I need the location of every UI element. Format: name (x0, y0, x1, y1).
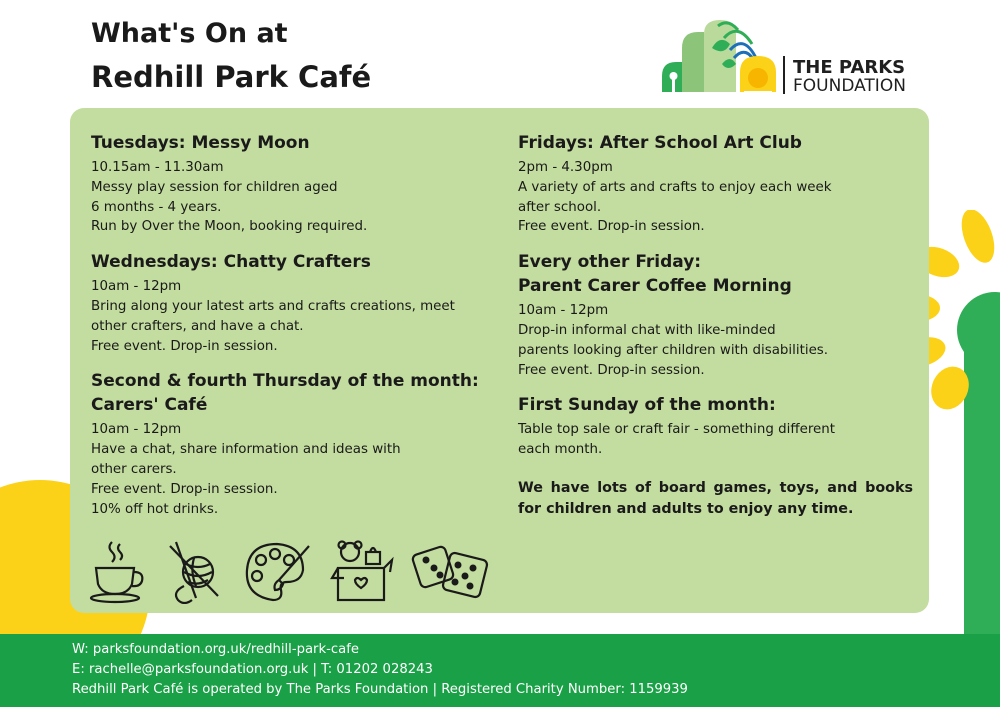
event-coffee-morning (518, 250, 913, 380)
event-heading-line1: Second & fourth Thursday of the month: (91, 371, 479, 392)
event-heading: Wednesdays: Chatty Crafters (91, 252, 371, 273)
event-details: Messy play session for children aged 6 months - 4 years. Run by Over the Moon, booking required. (91, 179, 368, 235)
event-details: Table top sale or craft fair - something different each month. (518, 422, 836, 458)
event-time: 2pm - 4.30pm (518, 160, 613, 175)
footer-operator: Redhill Park Café is operated by The Parks Foundation | Registered Charity Number: 1159939 (72, 682, 688, 697)
event-time: 10am - 12pm (518, 303, 609, 319)
logo-wordmark (793, 58, 906, 96)
paint-palette-icon (243, 538, 313, 604)
page-title-line1: What's On at (91, 18, 288, 49)
logo-name-line1: THE PARKS (793, 57, 906, 78)
event-heading-line2: Parent Carer Coffee Morning (518, 276, 792, 297)
event-time: 10am - 12pm (91, 422, 182, 438)
event-heading: First Sunday of the month: (518, 395, 776, 416)
yarn-knitting-icon (166, 538, 226, 604)
logo-divider (783, 56, 785, 94)
events-right-column (518, 131, 913, 520)
footer (0, 634, 1000, 707)
footer-contact[interactable]: E: rachelle@parksfoundation.org.uk | T: 01202 028243 (72, 662, 433, 677)
event-carers-cafe (91, 369, 506, 519)
event-chatty-crafters (91, 250, 506, 356)
page-title-line2: Redhill Park Café (91, 60, 372, 94)
event-messy-moon (91, 131, 506, 237)
event-heading: Tuesdays: Messy Moon (91, 133, 310, 153)
events-left-column (91, 131, 506, 532)
logo-name-line2: FOUNDATION (793, 76, 906, 96)
event-heading: Fridays: After School Art Club (518, 133, 802, 153)
dice-icon (410, 538, 490, 604)
toy-box-icon (330, 538, 394, 604)
event-details: Bring along your latest arts and crafts creations, meet other crafters, and have a chat. Free event. Drop-in session. (91, 298, 455, 354)
event-details: Have a chat, share information and ideas with other carers. Free event. Drop-in session. 10% off hot drinks. (91, 442, 401, 517)
event-details: Drop-in informal chat with like-minded parents looking after children with disabilities. Free event. Drop-in session. (518, 322, 829, 378)
closing-note: We have lots of board games, toys, and books for children and adults to enjoy any time. (518, 479, 913, 517)
event-details: A variety of arts and crafts to enjoy each week after school. Free event. Drop-in session. (518, 179, 832, 235)
event-art-club (518, 131, 913, 237)
event-first-sunday (518, 393, 913, 460)
event-heading-line2: Carers' Café (91, 395, 208, 416)
footer-website-link[interactable]: W: parksfoundation.org.uk/redhill-park-cafe (72, 642, 359, 657)
event-time: 10am - 12pm (91, 279, 182, 295)
event-time: 10.15am - 11.30am (91, 160, 224, 175)
event-heading-line1: Every other Friday: (518, 252, 702, 273)
coffee-cup-icon (88, 538, 148, 604)
